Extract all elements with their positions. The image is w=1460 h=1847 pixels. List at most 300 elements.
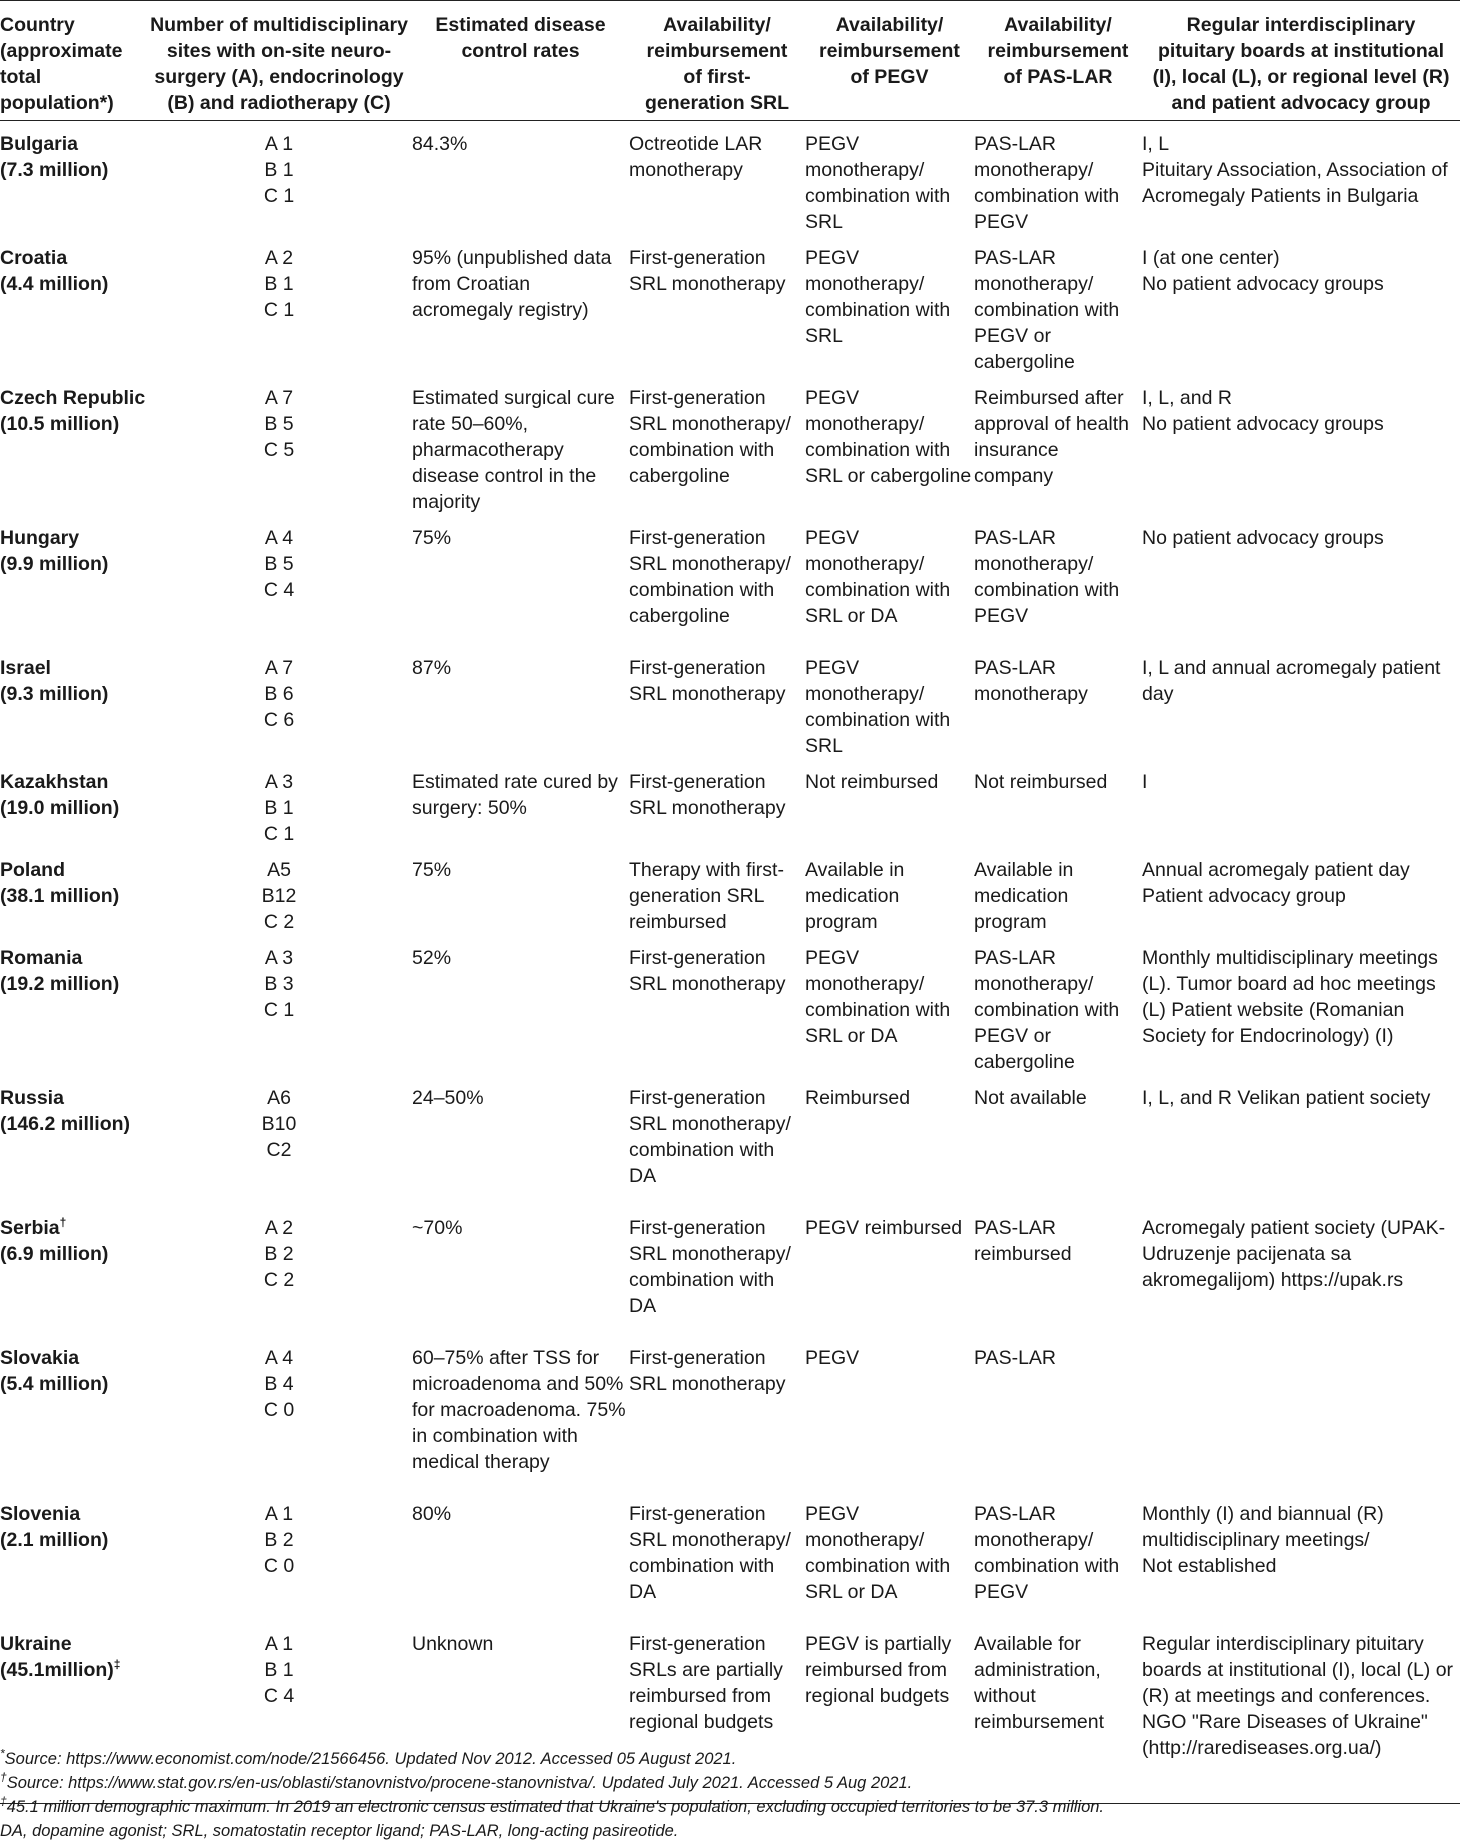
country-population-line	[0, 157, 146, 183]
table-row	[0, 121, 1460, 236]
boards-cell	[1142, 1205, 1460, 1335]
table-row	[0, 1335, 1460, 1491]
paslar-cell-text: Not available	[974, 1087, 1087, 1109]
country-population: (4.4 million)	[0, 273, 109, 295]
country-population-line	[0, 1241, 146, 1267]
sites-cell	[146, 1335, 412, 1491]
pegv-cell-text: Not reimbursed	[805, 771, 939, 793]
country-population-line	[0, 883, 146, 909]
srl-cell	[629, 1335, 805, 1491]
boards-cell-text: I	[1142, 771, 1148, 793]
header-srl-line-3: of first-	[683, 66, 751, 88]
header-country-line-2: (approximate	[0, 40, 123, 62]
paslar-cell	[974, 1491, 1142, 1621]
site-count-radiotherapy: C 1	[263, 185, 295, 207]
footnote-text: Source: https://www.economist.com/node/21566456. Updated Nov 2012. Accessed 05 August 2021.	[4, 1750, 737, 1768]
pegv-cell-text: PEGV monotherapy/ combination with SRL or cabergoline	[805, 387, 972, 487]
sites-cell	[146, 935, 412, 1075]
control-rate-cell	[412, 645, 629, 759]
paslar-cell	[974, 847, 1142, 935]
control-rate-cell	[412, 1335, 629, 1491]
control-rate-cell-text: ~70%	[412, 1217, 463, 1239]
footnote-mark: ‡	[0, 1794, 7, 1809]
pegv-cell-text: PEGV monotherapy/ combination with SRL or DA	[805, 947, 951, 1047]
table-row	[0, 515, 1460, 645]
pegv-cell	[805, 645, 974, 759]
control-rate-cell-text: Unknown	[412, 1633, 494, 1655]
country-cell	[0, 1205, 146, 1335]
control-rate-cell-text: 95% (unpublished data from Croatian acromegaly registry)	[412, 247, 612, 321]
country-name-line	[0, 245, 146, 271]
control-rate-cell	[412, 1075, 629, 1205]
site-count-neurosurgery: A 3	[264, 947, 294, 969]
site-count-neurosurgery: A 2	[264, 247, 294, 269]
footnotes	[0, 1747, 1460, 1843]
header-paslar-line-3: of PAS-LAR	[1003, 66, 1113, 88]
control-rate-cell	[412, 1491, 629, 1621]
site-count-endocrinology: B 2	[264, 1243, 294, 1265]
boards-cell-paragraph: No patient advocacy groups	[1142, 273, 1384, 295]
control-rate-cell-text: 24–50%	[412, 1087, 484, 1109]
header-srl-line-4: generation SRL	[644, 92, 790, 114]
boards-cell	[1142, 235, 1460, 375]
site-count-radiotherapy: C 4	[263, 1685, 295, 1707]
col-header-pegv	[805, 1, 974, 121]
srl-cell	[629, 515, 805, 645]
paslar-cell-text: PAS-LAR monotherapy/ combination with PEGV	[974, 133, 1120, 233]
sites-cell	[146, 645, 412, 759]
country-cell	[0, 121, 146, 236]
country-name-line	[0, 1215, 146, 1241]
pegv-cell	[805, 1205, 974, 1335]
boards-cell	[1142, 847, 1460, 935]
header-country-line-3: total	[0, 66, 42, 88]
table-row	[0, 645, 1460, 759]
srl-cell-text: First-generation SRL monotherapy	[629, 247, 786, 295]
control-rate-cell-text: Estimated rate cured by surgery: 50%	[412, 771, 618, 819]
header-sites-line-1: Number of multidisciplinary	[150, 14, 408, 36]
boards-cell	[1142, 935, 1460, 1075]
table-row	[0, 375, 1460, 515]
pegv-cell	[805, 759, 974, 847]
country-cell	[0, 645, 146, 759]
srl-cell-text: First-generation SRL monotherapy	[629, 1347, 786, 1395]
header-control-line-2: control rates	[461, 40, 580, 62]
country-population-line	[0, 681, 146, 707]
boards-cell-paragraph: I (at one center)	[1142, 247, 1280, 269]
header-country-line-1: Country	[0, 14, 75, 36]
country-population: (19.2 million)	[0, 973, 120, 995]
country-name: Hungary	[0, 527, 80, 549]
site-count-endocrinology: B 5	[264, 413, 294, 435]
header-boards-line-2: pituitary boards at institutional	[1157, 40, 1445, 62]
site-count-endocrinology: B 2	[264, 1529, 294, 1551]
control-rate-cell-text: 52%	[412, 947, 452, 969]
boards-cell-text: No patient advocacy groups	[1142, 527, 1384, 549]
boards-cell	[1142, 1335, 1460, 1491]
site-count-radiotherapy: C2	[266, 1139, 292, 1161]
boards-cell-paragraph: NGO "Rare Diseases of Ukraine" (http://rarediseases.org.ua/)	[1142, 1711, 1428, 1759]
boards-cell-paragraph: Pituitary Association, Association of Acromegaly Patients in Bulgaria	[1142, 159, 1448, 207]
site-count-neurosurgery: A 7	[264, 657, 294, 679]
control-rate-cell	[412, 235, 629, 375]
country-name-line	[0, 1345, 146, 1371]
country-population: (7.3 million)	[0, 159, 109, 181]
srl-cell	[629, 121, 805, 236]
sites-cell	[146, 759, 412, 847]
country-name-line	[0, 385, 146, 411]
country-name-line	[0, 1501, 146, 1527]
country-name: Bulgaria	[0, 133, 79, 155]
control-rate-cell	[412, 375, 629, 515]
country-cell	[0, 1335, 146, 1491]
site-count-neurosurgery: A6	[267, 1087, 291, 1109]
paslar-cell-text: Not reimbursed	[974, 771, 1108, 793]
control-rate-cell	[412, 847, 629, 935]
footnote-mark: ‡	[113, 1657, 121, 1672]
country-cell	[0, 235, 146, 375]
boards-cell-text: I, L and annual acromegaly patient day	[1142, 657, 1441, 705]
control-rate-cell-text: 75%	[412, 859, 452, 881]
paslar-cell	[974, 645, 1142, 759]
srl-cell	[629, 1075, 805, 1205]
pegv-cell	[805, 235, 974, 375]
country-population: (9.9 million)	[0, 553, 109, 575]
footnote-text: DA, dopamine agonist; SRL, somatostatin receptor ligand; PAS-LAR, long-acting pasireotide.	[0, 1822, 679, 1840]
pegv-cell-text: PEGV monotherapy/ combination with SRL	[805, 133, 951, 233]
boards-cell	[1142, 759, 1460, 847]
table-row	[0, 235, 1460, 375]
footnote	[0, 1795, 1460, 1819]
boards-cell-text: Acromegaly patient society (UPAK-Udruzenje pacijenata sa akromegalijom) https://upak.rs	[1142, 1217, 1446, 1291]
site-count-endocrinology: B 1	[264, 1659, 294, 1681]
table-row	[0, 1491, 1460, 1621]
header-boards-line-1: Regular interdisciplinary	[1186, 14, 1416, 36]
srl-cell	[629, 235, 805, 375]
header-paslar-line-2: reimbursement	[987, 40, 1129, 62]
boards-cell	[1142, 375, 1460, 515]
site-count-radiotherapy: C 1	[263, 999, 295, 1021]
country-cell	[0, 759, 146, 847]
pegv-cell	[805, 515, 974, 645]
boards-cell-paragraph: Patient advocacy group	[1142, 885, 1346, 907]
country-population: (146.2 million)	[0, 1113, 131, 1135]
pegv-cell-text: PEGV	[805, 1347, 860, 1369]
country-name-line	[0, 945, 146, 971]
site-count-neurosurgery: A 7	[264, 387, 294, 409]
footnote	[0, 1771, 1460, 1795]
country-name: Kazakhstan	[0, 771, 109, 793]
col-header-control	[412, 1, 629, 121]
paslar-cell-text: PAS-LAR monotherapy/ combination with PEGV	[974, 527, 1120, 627]
boards-cell	[1142, 515, 1460, 645]
country-name-line	[0, 1631, 146, 1657]
control-rate-cell-text: 84.3%	[412, 133, 468, 155]
header-sites-line-4: (B) and radiotherapy (C)	[167, 92, 391, 114]
country-cell	[0, 1491, 146, 1621]
control-rate-cell-text: 87%	[412, 657, 452, 679]
country-cell	[0, 847, 146, 935]
paslar-cell	[974, 121, 1142, 236]
header-row	[0, 1, 1460, 121]
col-header-paslar	[974, 1, 1142, 121]
paslar-cell	[974, 235, 1142, 375]
control-rate-cell	[412, 121, 629, 236]
country-name-line	[0, 1085, 146, 1111]
site-count-radiotherapy: C 2	[263, 1269, 295, 1291]
footnote-mark: †	[0, 1770, 7, 1785]
paslar-cell-text: Available for administration, without reimbursement	[974, 1633, 1105, 1733]
boards-cell-paragraph: Monthly (I) and biannual (R) multidisciplinary meetings/	[1142, 1503, 1384, 1551]
paslar-cell-text: PAS-LAR reimbursed	[974, 1217, 1072, 1265]
country-name: Ukraine	[0, 1633, 72, 1655]
header-pegv-line-3: of PEGV	[850, 66, 929, 88]
country-name: Russia	[0, 1087, 64, 1109]
table-row	[0, 935, 1460, 1075]
srl-cell	[629, 645, 805, 759]
col-header-boards	[1142, 1, 1460, 121]
site-count-endocrinology: B 1	[264, 273, 294, 295]
paslar-cell	[974, 935, 1142, 1075]
srl-cell	[629, 935, 805, 1075]
control-rate-cell	[412, 515, 629, 645]
site-count-endocrinology: B 4	[264, 1373, 294, 1395]
sites-cell	[146, 847, 412, 935]
pegv-cell-text: PEGV monotherapy/ combination with SRL	[805, 247, 951, 347]
site-count-neurosurgery: A 4	[264, 527, 294, 549]
site-count-neurosurgery: A 1	[264, 1503, 294, 1525]
table-row	[0, 1205, 1460, 1335]
site-count-endocrinology: B 1	[264, 159, 294, 181]
control-rate-cell-text: 60–75% after TSS for microadenoma and 50% for macroadenoma. 75% in combination with medical therapy	[412, 1347, 626, 1473]
pegv-cell-text: PEGV monotherapy/ combination with SRL or DA	[805, 527, 951, 627]
country-population: (19.0 million)	[0, 797, 120, 819]
country-population-line	[0, 1371, 146, 1397]
pegv-cell-text: PEGV is partially reimbursed from regional budgets	[805, 1633, 952, 1707]
sites-cell	[146, 1491, 412, 1621]
paslar-cell-text: PAS-LAR	[974, 1347, 1056, 1369]
country-name-line	[0, 131, 146, 157]
site-count-radiotherapy: C 1	[263, 299, 295, 321]
control-rate-cell	[412, 935, 629, 1075]
srl-cell-text: First-generation SRL monotherapy/ combination with DA	[629, 1503, 791, 1603]
site-count-endocrinology: B 1	[264, 797, 294, 819]
pegv-cell-text: Available in medication program	[805, 859, 905, 933]
srl-cell-text: First-generation SRLs are partially reimbursed from regional budgets	[629, 1633, 783, 1733]
footnote-mark: *	[0, 1746, 5, 1761]
country-name-line	[0, 857, 146, 883]
site-count-endocrinology: B 5	[264, 553, 294, 575]
footnote-text: Source: https://www.stat.gov.rs/en-us/oblasti/stanovnistvo/procene-stanovnistva/. Updated July 2021. Accessed 5 Aug 2021.	[6, 1774, 913, 1792]
paslar-cell-text: PAS-LAR monotherapy/ combination with PEGV	[974, 1503, 1120, 1603]
header-sites-line-2: sites with on-site neuro-	[166, 40, 392, 62]
paslar-cell	[974, 375, 1142, 515]
country-name: Romania	[0, 947, 83, 969]
paslar-cell-text: Available in medication program	[974, 859, 1074, 933]
paslar-cell-text: Reimbursed after approval of health insurance company	[974, 387, 1130, 487]
boards-cell-paragraph: Not established	[1142, 1555, 1277, 1577]
table-row	[0, 847, 1460, 935]
control-rate-cell	[412, 759, 629, 847]
country-name: Israel	[0, 657, 51, 679]
srl-cell	[629, 847, 805, 935]
footnote-mark: †	[59, 1215, 67, 1230]
country-population-line	[0, 271, 146, 297]
country-name-line	[0, 769, 146, 795]
pegv-cell	[805, 1075, 974, 1205]
pegv-cell	[805, 847, 974, 935]
boards-cell	[1142, 1491, 1460, 1621]
srl-cell-text: First-generation SRL monotherapy/ combination with cabergoline	[629, 387, 791, 487]
header-country-line-4: population*)	[0, 92, 114, 114]
pegv-cell-text: PEGV monotherapy/ combination with SRL or DA	[805, 1503, 951, 1603]
country-name: Croatia	[0, 247, 68, 269]
paslar-cell-text: PAS-LAR monotherapy/ combination with PEGV or cabergoline	[974, 247, 1120, 373]
control-rate-cell-text: 75%	[412, 527, 452, 549]
header-srl-line-1: Availability/	[663, 14, 771, 36]
pegv-cell	[805, 935, 974, 1075]
site-count-radiotherapy: C 5	[263, 439, 295, 461]
boards-cell-paragraph: No patient advocacy groups	[1142, 413, 1384, 435]
site-count-radiotherapy: C 0	[263, 1555, 295, 1577]
srl-cell-text: First-generation SRL monotherapy	[629, 657, 786, 705]
footnote	[0, 1747, 1460, 1771]
country-population-line	[0, 795, 146, 821]
country-name-line	[0, 655, 146, 681]
country-population: (2.1 million)	[0, 1529, 109, 1551]
country-name: Czech Republic	[0, 387, 146, 409]
header-boards-line-4: and patient advocacy group	[1171, 92, 1431, 114]
boards-cell-paragraph: I, L, and R	[1142, 387, 1232, 409]
site-count-radiotherapy: C 4	[263, 579, 295, 601]
boards-cell	[1142, 121, 1460, 236]
country-name: Slovenia	[0, 1503, 81, 1525]
site-count-radiotherapy: C 2	[263, 911, 295, 933]
country-population-line	[0, 1657, 146, 1683]
country-population-line	[0, 1111, 146, 1137]
sites-cell	[146, 235, 412, 375]
footnote-text: 45.1 million demographic maximum. In 2019 an electronic census estimated that Ukraine's population, excluding occupied territories to be 37.3 million.	[6, 1798, 1105, 1816]
boards-cell-paragraph: Annual acromegaly patient day	[1142, 859, 1410, 881]
site-count-neurosurgery: A 2	[264, 1217, 294, 1239]
sites-cell	[146, 121, 412, 236]
site-count-neurosurgery: A5	[267, 859, 291, 881]
header-srl-line-2: reimbursement	[646, 40, 788, 62]
srl-cell-text: First-generation SRL monotherapy	[629, 947, 786, 995]
country-population: (5.4 million)	[0, 1373, 109, 1395]
srl-cell-text: Octreotide LAR monotherapy	[629, 133, 763, 181]
srl-cell	[629, 375, 805, 515]
site-count-endocrinology: B 6	[264, 683, 294, 705]
country-name-line	[0, 525, 146, 551]
srl-cell-text: First-generation SRL monotherapy/ combination with DA	[629, 1087, 791, 1187]
pegv-cell	[805, 375, 974, 515]
header-pegv-line-2: reimbursement	[819, 40, 960, 62]
site-count-radiotherapy: C 6	[263, 709, 295, 731]
header-sites-line-3: surgery (A), endocrinology	[154, 66, 404, 88]
header-pegv-line-1: Availability/	[835, 14, 944, 36]
srl-cell	[629, 1205, 805, 1335]
col-header-country	[0, 1, 146, 121]
table-row	[0, 759, 1460, 847]
footnote	[0, 1819, 1460, 1843]
header-control-line-1: Estimated disease	[435, 14, 606, 36]
sites-cell	[146, 1205, 412, 1335]
srl-cell-text: Therapy with first-generation SRL reimbursed	[629, 859, 784, 933]
pegv-cell	[805, 1491, 974, 1621]
srl-cell	[629, 759, 805, 847]
country-population: (9.3 million)	[0, 683, 109, 705]
pegv-cell	[805, 121, 974, 236]
srl-cell-text: First-generation SRL monotherapy	[629, 771, 786, 819]
country-cell	[0, 375, 146, 515]
control-rate-cell-text: 80%	[412, 1503, 452, 1525]
srl-cell-text: First-generation SRL monotherapy/ combination with DA	[629, 1217, 791, 1317]
pegv-cell-text: PEGV monotherapy/ combination with SRL	[805, 657, 951, 757]
paslar-cell-text: PAS-LAR monotherapy/ combination with PEGV or cabergoline	[974, 947, 1120, 1073]
control-rate-cell-text: Estimated surgical cure rate 50–60%, pharmacotherapy disease control in the majority	[412, 387, 615, 513]
col-header-srl	[629, 1, 805, 121]
country-name: Poland	[0, 859, 66, 881]
site-count-endocrinology: B 3	[264, 973, 294, 995]
country-name: Serbia	[0, 1217, 60, 1239]
pegv-cell-text: Reimbursed	[805, 1087, 911, 1109]
boards-cell	[1142, 1075, 1460, 1205]
boards-cell-text: Monthly multidisciplinary meetings (L). Tumor board ad hoc meetings (L) Patient website (Romanian Society for Endocrinology) (I)	[1142, 947, 1438, 1047]
site-count-endocrinology: B10	[261, 1113, 297, 1135]
paslar-cell	[974, 759, 1142, 847]
srl-cell-text: First-generation SRL monotherapy/ combination with cabergoline	[629, 527, 791, 627]
country-cell	[0, 935, 146, 1075]
col-header-sites	[146, 1, 412, 121]
srl-cell	[629, 1491, 805, 1621]
country-population-line	[0, 971, 146, 997]
paslar-cell	[974, 1205, 1142, 1335]
site-count-neurosurgery: A 1	[264, 133, 294, 155]
paslar-cell	[974, 515, 1142, 645]
boards-cell-paragraph: Regular interdisciplinary pituitary boards at institutional (I), local (L) or (R) at meetings and conferences.	[1142, 1633, 1454, 1707]
boards-cell-paragraph: I, L	[1142, 133, 1170, 155]
paslar-cell-text: PAS-LAR monotherapy	[974, 657, 1088, 705]
boards-cell-text: I, L, and R Velikan patient society	[1142, 1087, 1431, 1109]
site-count-endocrinology: B12	[261, 885, 297, 907]
country-cell	[0, 1075, 146, 1205]
country-population: (6.9 million)	[0, 1243, 109, 1265]
country-population-line	[0, 411, 146, 437]
table-row	[0, 1075, 1460, 1205]
country-cell	[0, 515, 146, 645]
pegv-cell-text: PEGV reimbursed	[805, 1217, 963, 1239]
site-count-neurosurgery: A 3	[264, 771, 294, 793]
country-name: Slovakia	[0, 1347, 80, 1369]
country-population-line	[0, 551, 146, 577]
header-boards-line-3: (I), local (L), or regional level (R)	[1152, 66, 1450, 88]
paslar-cell	[974, 1335, 1142, 1491]
country-population-line	[0, 1527, 146, 1553]
header-paslar-line-1: Availability/	[1004, 14, 1112, 36]
paslar-cell	[974, 1075, 1142, 1205]
site-count-radiotherapy: C 0	[263, 1399, 295, 1421]
sites-cell	[146, 375, 412, 515]
sites-cell	[146, 515, 412, 645]
sites-cell	[146, 1075, 412, 1205]
site-count-neurosurgery: A 1	[264, 1633, 294, 1655]
country-population: (45.1million)	[0, 1659, 114, 1681]
country-population: (10.5 million)	[0, 413, 120, 435]
site-count-neurosurgery: A 4	[264, 1347, 294, 1369]
control-rate-cell	[412, 1205, 629, 1335]
pegv-cell	[805, 1335, 974, 1491]
